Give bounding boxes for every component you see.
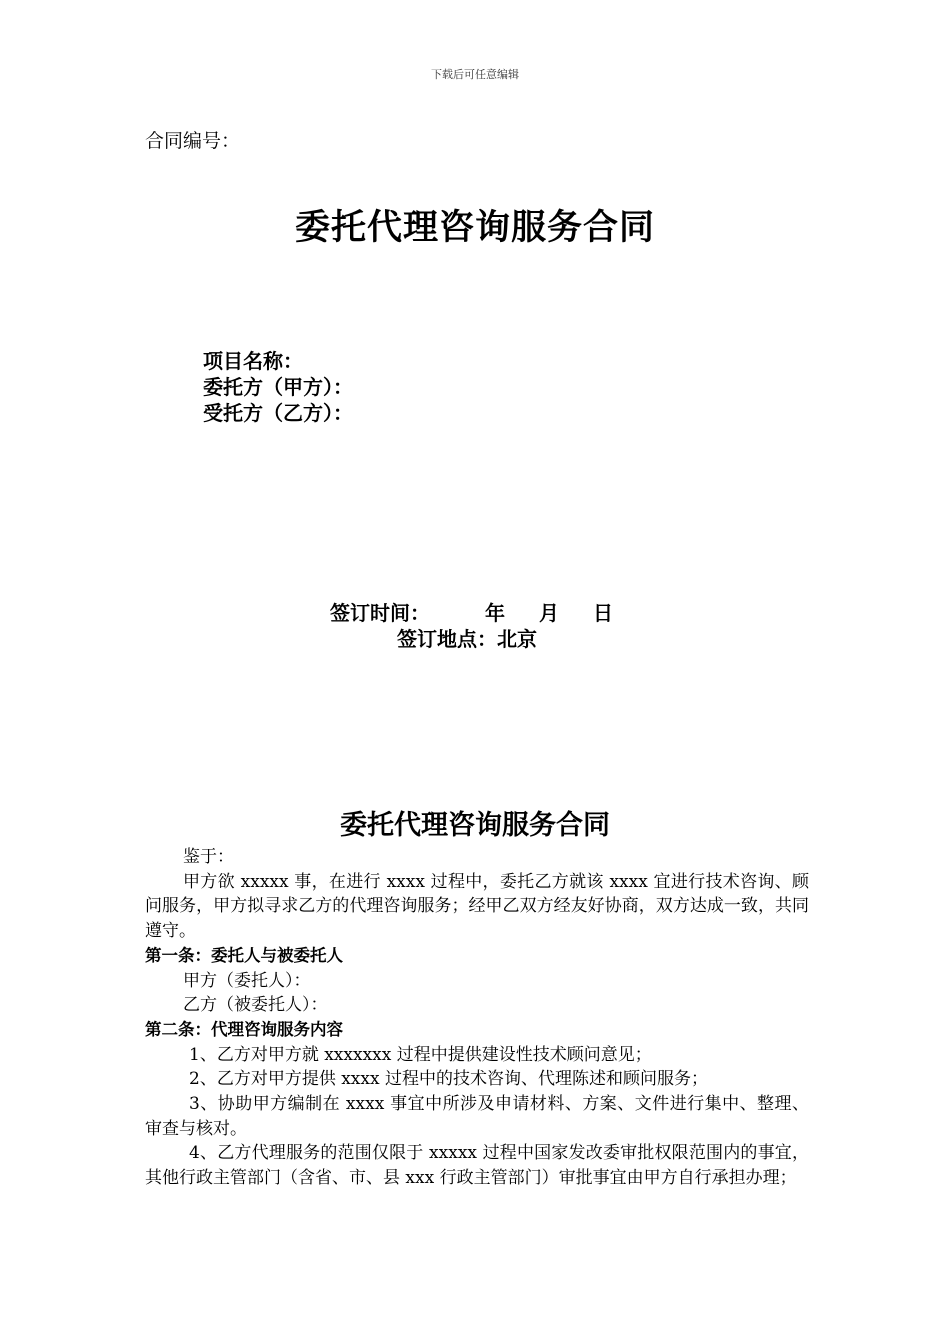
whereas-label: 鉴于： bbox=[183, 847, 234, 867]
agent-party-label: 受托方（乙方）： bbox=[203, 401, 353, 425]
sign-time-label: 签订时间： bbox=[330, 601, 430, 625]
service-item-3: 3、协助甲方编制在 xxxx 事宜中所涉及申请材料、方案、文件进行集中、整理、审查与核对。 bbox=[145, 1094, 809, 1139]
page-header-note: 下载后可任意编辑 bbox=[431, 68, 519, 81]
service-item-4: 4、乙方代理服务的范围仅限于 xxxxx 过程中国家发改委审批权限范围内的事宜，其他行政主管部门（含省、市、县 xxx 行政主管部门）审批事宜由甲方自行承担办理； bbox=[145, 1143, 809, 1189]
article-2-heading: 第二条：代理咨询服务内容 bbox=[145, 1019, 343, 1039]
party-b-line: 乙方（被委托人）： bbox=[183, 995, 328, 1016]
project-name-label: 项目名称： bbox=[203, 349, 303, 373]
contract-body bbox=[145, 845, 809, 1191]
contract-body-title: 委托代理咨询服务合同 bbox=[340, 810, 610, 841]
sign-day: 日 bbox=[593, 601, 613, 625]
cover-info-block bbox=[203, 348, 353, 426]
sign-time-line bbox=[330, 597, 613, 626]
article-1-heading: 第一条：委托人与被委托人 bbox=[145, 945, 343, 965]
client-party-label: 委托方（甲方）： bbox=[203, 375, 353, 399]
service-item-1: 1、乙方对甲方就 xxxxxxx 过程中提供建设性技术顾问意见； bbox=[189, 1044, 652, 1065]
sign-place: 签订地点：北京 bbox=[397, 627, 537, 651]
contract-number-label: 合同编号： bbox=[145, 130, 241, 152]
cover-title: 委托代理咨询服务合同 bbox=[294, 207, 655, 248]
sign-month: 月 bbox=[539, 601, 559, 625]
service-item-2: 2、乙方对甲方提供 xxxx 过程中的技术咨询、代理陈述和顾问服务； bbox=[189, 1069, 708, 1090]
preamble-paragraph: 甲方欲 xxxxx 事，在进行 xxxx 过程中，委托乙方就该 xxxx 宜进行技术咨询、顾问服务，甲方拟寻求乙方的代理咨询服务；经甲乙双方经友好协商，双方达成一致，共同遵守。 bbox=[145, 871, 809, 942]
sign-year: 年 bbox=[485, 601, 505, 625]
party-a-line: 甲方（委托人）： bbox=[183, 970, 311, 991]
